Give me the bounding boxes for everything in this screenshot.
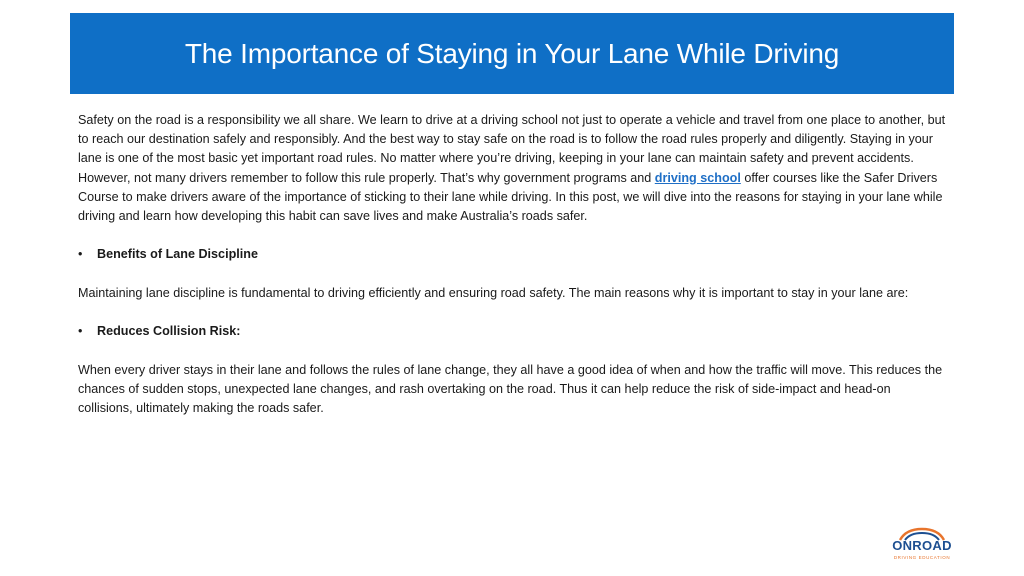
spacer [78,265,948,284]
spacer [78,341,948,360]
lane-discipline-paragraph: Maintaining lane discipline is fundamental to driving efficiently and ensuring road safety. The main reasons why it is important to stay in your lane are: [78,285,909,300]
slide-title: The Importance of Staying in Your Lane While Driving [184,37,840,69]
bullet-collision [78,322,948,341]
intro-paragraph [78,111,948,226]
spacer [78,303,948,322]
intro-text-before-link: Safety on the road is a responsibility we all share. We learn to drive at a driving school not just to operate a vehicle and travel from one place to another, but to reach our destination safely and responsibly. And the best way to stay safe on the road is to follow the road rules properly and diligently. Staying in your lane is one of the most basic yet important road rules. No matter where you’re driving, keeping in your lane can maintain safety and prevent accidents. However, not many drivers remember to follow this rule properly. That’s why government programs and [78,113,946,185]
logo-wordmark: ONROAD [892,538,952,553]
bullet-benefits-label: Benefits of Lane Discipline [97,247,258,262]
logo-tagline: DRIVING EDUCATION [893,555,951,560]
intro-text-after-link: offer courses like the Safer Drivers Course to make drivers aware of the importance of sticking to their lane while driving. In this post, we will dive into the reasons for staying in your lane while driving and learn how developing this habit can save lives and make Australia’s roads safer. [78,170,943,224]
bullet-benefits [78,245,948,264]
collision-paragraph: When every driver stays in their lane and follows the rules of lane change, they all have a good idea of when and how the traffic will move. This reduces the chances of sudden stops, unexpected lane changes, and rash overtaking on the road. Thus it can help reduce the risk of side-impact and head-on collisions, ultimately making the roads safer. [78,362,943,415]
onroad-logo [882,527,962,567]
spacer [78,226,948,245]
bullet-dot: • [78,324,83,339]
title-banner [70,13,954,94]
slide-body [78,111,948,418]
driving-school-link[interactable]: driving school [654,170,741,185]
bullet-collision-label: Reduces Collision Risk: [97,324,241,339]
bullet-dot: • [78,247,83,262]
